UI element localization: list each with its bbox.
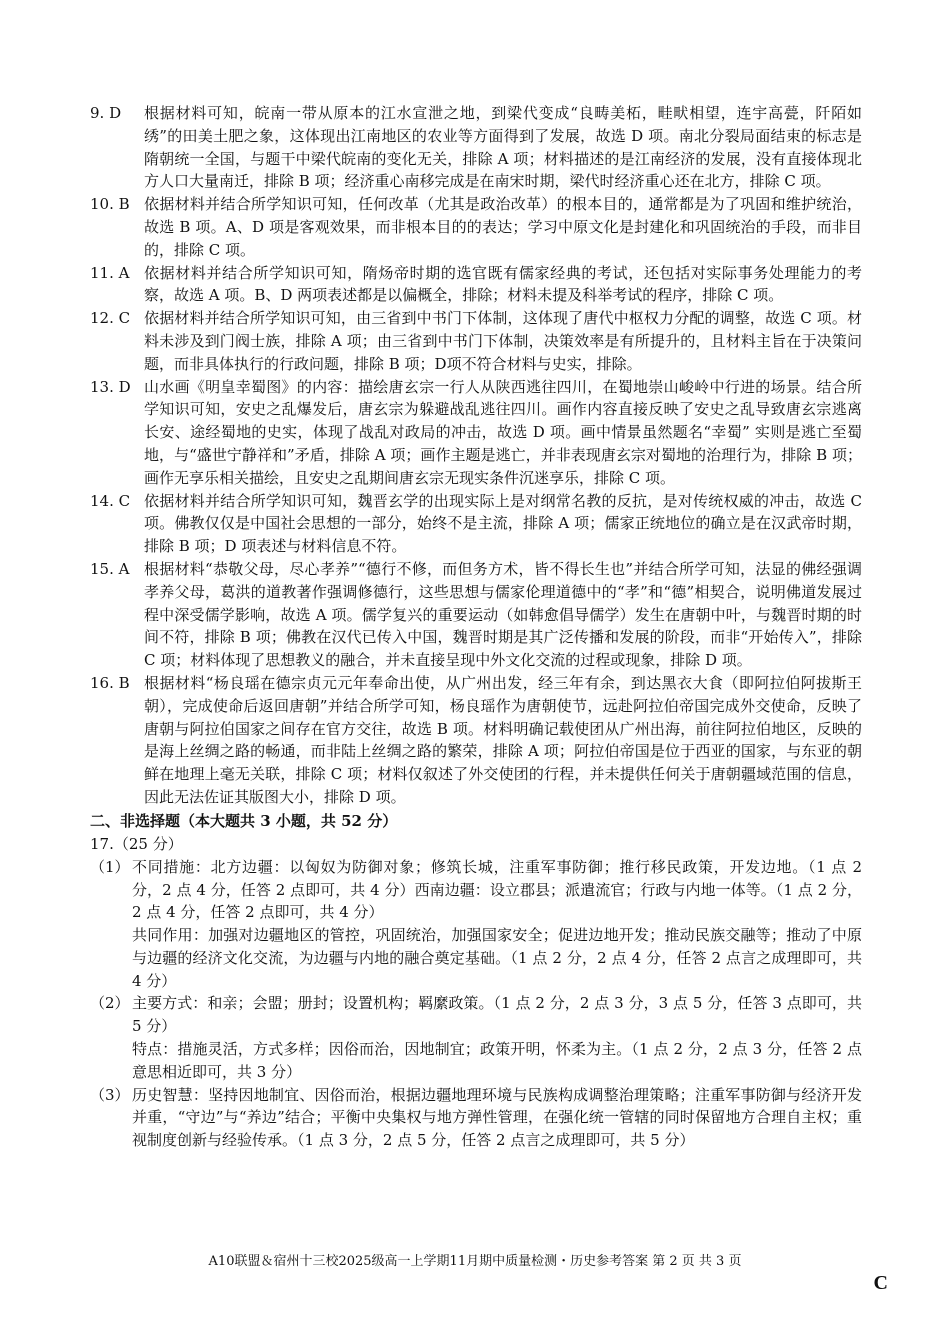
part-label: （1）: [90, 857, 130, 876]
answer-text: 山水画《明皇幸蜀图》的内容：描绘唐玄宗一行人从陕西逃往四川，在蜀地崇山峻岭中行进的场景。结合所学知识可知，安史之乱爆发后，唐玄宗为躲避战乱逃往四川。画作内容直接反映了安史之乱导致唐玄宗逃离长安、途经蜀地的史实，体现了战乱对政局的冲击，故选 D 项。画中情景虽然题名“幸蜀” 实则是逃亡至蜀地，与“盛世宁静祥和”矛盾，排除 A 项；画作主题是逃亡，并非表现唐玄宗对蜀地的治理行为，排除 B 项；画作无享乐相关描绘，且安史之乱期间唐玄宗无现实条件沉迷享乐，排除 C 项。: [144, 377, 862, 487]
answer-text: 依据材料并结合所学知识可知，任何改革（尤其是政治改革）的根本目的，通常都是为了巩固和维护统治，故选 B 项。A、D 项是客观效果，而非根本目的的表达；学习中原文化是封建化和巩固统治的手段，而非目的，排除 C 项。: [144, 195, 862, 259]
part-paragraph: 共同作用：加强对边疆地区的管控，巩固统治，加强国家安全；促进边地开发；推动民族交融等；推动了中原与边疆的经济文化交流，为边疆与内地的融合奠定基础。（1 点 2 分，2 点 4 分，任答 2 点言之成理即可，共 4 分）: [132, 926, 862, 990]
page-footer: A10联盟＆宿州十三校2025级高一上学期11月期中质量检测・历史参考答案 第 2 页 共 3 页: [208, 1254, 742, 1269]
question-17-part-3: [90, 1084, 862, 1152]
answer-item-14: [90, 490, 862, 558]
answer-content: [90, 102, 862, 1152]
answer-text: 依据材料并结合所学知识可知，隋炀帝时期的选官既有儒家经典的考试，还包括对实际事务处理能力的考察，故选 A 项。B、D 两项表述都是以偏概全，排除；材料未提及科举考试的程序，排除 C 项。: [144, 263, 862, 305]
answer-text: 根据材料“恭敬父母，尽心孝养”“德行不修，而但务方术，皆不得长生也”并结合所学可知，法显的佛经强调孝养父母，葛洪的道教著作强调修德行，这些思想与儒家伦理道德中的“孝”和“德”相契合，说明佛道发展过程中深受儒学影响，故选 A 项。儒学复兴的重要运动（如韩愈倡导儒学）发生在唐朝中叶，与魏晋时期的时间不符，排除 B 项；佛教在汉代已传入中国，魏晋时期是其广泛传播和发展的阶段，而非“开始传入”，排除 C 项；材料体现了思想教义的融合，并未直接呈现中外文化交流的过程或现象，排除 D 项。: [144, 559, 862, 670]
answer-item-9: [90, 102, 862, 193]
answer-text: 根据材料可知，皖南一带从原本的江水宣泄之地，到梁代变成“良畴美柘，畦畎相望，连宇高甍，阡陌如绣”的田美土肥之象，这体现出江南地区的农业等方面得到了发展，故选 D 项。南北分裂局面结束的标志是隋朝统一全国，与题干中梁代皖南的变化无关，排除 A 项；材料描述的是江南经济的发展，没有直接体现北方人口大量南迁，排除 B 项；经济重心南移完成是在南宋时期，梁代时经济重心还在北方，排除 C 项。: [144, 104, 862, 191]
question-17-heading: 17.（25 分）: [90, 834, 183, 853]
part-label: （3）: [90, 1085, 130, 1104]
answer-text: 依据材料并结合所学知识可知，由三省到中书门下体制，这体现了唐代中枢权力分配的调整，故选 C 项。材料未涉及到门阀士族，排除 A 项；由三省到中书门下体制，决策效率是有所提升的，且材料主旨在于决策问题，而非具体执行的行政问题，排除 B 项；D项不符合材料与史实，排除。: [144, 309, 862, 373]
answer-text: 根据材料“杨良瑶在德宗贞元元年奉命出使，从广州出发，经三年有余，到达黑衣大食（即阿拉伯阿拔斯王朝），完成使命后返回唐朝”并结合所学可知，杨良瑶作为唐朝使节，远赴阿拉伯帝国完成外交使命，反映了唐朝与阿拉伯国家之间存在官方交往，故选 B 项。材料明确记载使团从广州出海，前往阿拉伯地区，反映的是海上丝绸之路的畅通，而非陆上丝绸之路的繁荣，排除 A 项；阿拉伯帝国是位于西亚的国家，与东亚的朝鲜在地理上毫无关联，排除 C 项；材料仅叙述了外交使团的行程，并未提供任何关于唐朝疆域范围的信息，因此无法佐证其版图大小，排除 D 项。: [144, 673, 862, 806]
answer-number: 15. A: [90, 559, 130, 578]
answer-item-15: [90, 558, 862, 672]
answer-number: 13. D: [90, 377, 131, 396]
part-label: （2）: [90, 994, 130, 1013]
answer-item-13: [90, 376, 862, 490]
part-paragraph: 历史智慧：坚持因地制宜、因俗而治，根据边疆地理环境与民族构成调整治理策略；注重军事防御与经济开发并重，“守边”与“养边”结合；平衡中央集权与地方弹性管理，在强化统一管辖的同时保留地方合理自主权；重视制度创新与经验传承。（1 点 3 分，2 点 5 分，任答 2 点言之成理即可，共 5 分）: [132, 1085, 862, 1150]
part-paragraph: 主要方式：和亲；会盟；册封；设置机构；羁縻政策。（1 点 2 分，2 点 3 分，3 点 5 分，任答 3 点即可，共 5 分）: [132, 994, 862, 1036]
answer-number: 12. C: [90, 309, 131, 328]
question-17-part-2: [90, 992, 862, 1083]
answer-text: 依据材料并结合所学知识可知，魏晋玄学的出现实际上是对纲常名教的反抗，是对传统权威的冲击，故选 C 项。佛教仅仅是中国社会思想的一部分，始终不是主流，排除 A 项；儒家正统地位的确立是在汉武帝时期，排除 B 项；D 项表述与材料信息不符。: [144, 491, 862, 556]
answer-item-12: [90, 307, 862, 375]
answer-number: 16. B: [90, 673, 130, 692]
part-paragraph: 不同措施：北方边疆：以匈奴为防御对象；修筑长城，注重军事防御；推行移民政策，开发边地。（1 点 2 分，2 点 4 分，任答 2 点即可，共 4 分）西南边疆：设立郡县；派遣流官；行政与内地一体等。（1 点 2 分，2 点 4 分，任答 2 点即可，共 4 分）: [132, 857, 862, 922]
corner-mark: C: [873, 1272, 888, 1294]
part-paragraph: 特点：措施灵活，方式多样；因俗而治，因地制宜；政策开明，怀柔为主。（1 点 2 分，2 点 3 分，任答 2 点意思相近即可，共 3 分）: [132, 1040, 862, 1081]
question-17-part-1: [90, 856, 862, 993]
answer-number: 9. D: [90, 104, 122, 122]
section-title: 二、非选择题（本大题共 3 小题，共 52 分）: [90, 811, 398, 830]
answer-item-16: [90, 672, 862, 809]
answer-number: 14. C: [90, 491, 131, 510]
answer-item-10: [90, 193, 862, 261]
answer-number: 10. B: [90, 195, 130, 214]
answer-item-11: [90, 262, 862, 308]
answer-number: 11. A: [90, 263, 130, 282]
